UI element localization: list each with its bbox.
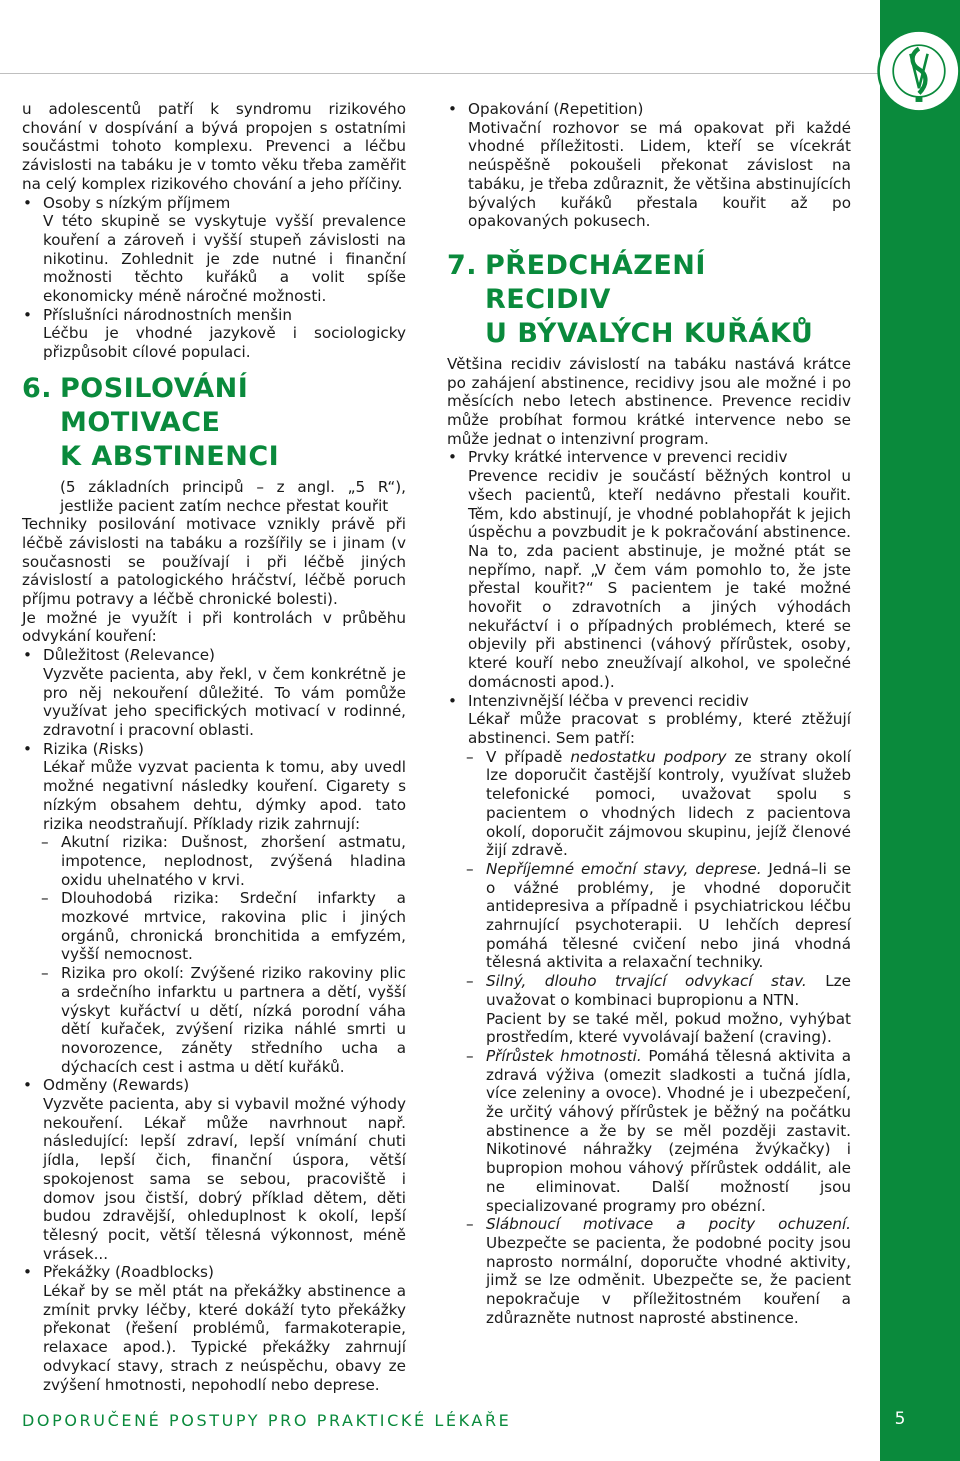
heading-line: PŘEDCHÁZENÍ [485,249,706,281]
bullet-title: Intenzivnější léčba v prevenci recidiv [468,691,749,710]
risk-longterm: – Dlouhodobá rizika: Srdeční infarkty a mozkové mrtvice, rakovina plic i jiných orgánů, chronická bronchitida a emfyzém, vyšší nemocnost. [22,889,406,964]
dash-emphasis: Silný, dlouho trvající odvykací stav. [486,972,807,991]
bullet-title-letter: R [559,100,570,118]
bullet-title: oadblocks) [131,1263,214,1282]
bullet-title: Opakování ( [468,100,560,118]
bullet-brief-intervention [447,448,851,691]
bullet-title: Příslušníci národnostních menšin [43,305,292,324]
heading-line: U BÝVALÝCH KUŘÁKŮ [485,317,814,349]
bullet-intensive-treatment [447,692,851,748]
dash-text: V případě [486,747,571,766]
society-logo [876,28,960,114]
bullet-low-income [22,194,406,306]
dash-support [447,748,851,860]
dash-text: Pacient by se také měl, pokud možno, vyhýbat prostředím, které vyvolávají bažení (craving). [486,1009,851,1047]
bullet-title: Odměny ( [43,1076,119,1095]
dash-weight-gain [447,1047,851,1215]
risk-others: – Rizika pro okolí: Zvýšené riziko rakoviny plic a srdečního infarktu u partnera a dětí, vyšší výskyt kuřáctví u dětí, nízká porodní váha dětí kuřaček, zvýšení rizika náhlé smrti u novorozence, záněty středního ucha a dýchacích cest i astma u dětí kuřáků. [22,964,406,1076]
bullet-text: Vyzvěte pacienta, aby si vybavil možné výhody nekouření. Lékař může navrhnout např. následující: lepší zdraví, lepší vnímání chuti jídla, lepší čich, finanční úspora, větší spokojenost sama se sebou, pracoviště i domov jsou čistší, dobrý příklad dětem, děti budou zdravější, ohleduplnost k okolí, lepší tělesný pocit, větší tělesná výkonnost, méně vrásek... [43,1095,406,1263]
section-number: 7. [447,249,478,281]
paragraph: Je možné je využít i při kontrolách v průběhu odvykání kouření: [22,608,406,646]
paragraph: Většina recidiv závislostí na tabáku nastává krátce po zahájení abstinence, recidivy jsou ale možné i po měsících nebo letech abstinence. Prevence recidiv může probíhat formou krátké intervence nebo se může jednat o intenzivní program. [447,354,851,448]
dash-motivation [447,1215,851,1327]
dash-text: Jedná–li se o vážné problémy, je vhodné doporučit antidepresiva a případně i psychiatrickou léčbu zahrnující psychoterapii. U lehčích depresí pomáhá tělesné cvičení nebo jiná vhodná tělesná aktivita a relaxační techniky. [486,859,851,972]
left-column [22,100,406,1394]
section-6-heading [22,372,406,474]
right-column [447,100,851,1327]
bullet-text: Vyzvěte pacienta, aby řekl, v čem konkrétně je pro něj nekouření důležité. To vám pomůže využívat jeho specifických motivací v rodinné, zdravotní i pracovní oblasti. [43,664,406,739]
dash-text: Pomáhá tělesná aktivita a zdravá výživa (omezit sladkosti a tučná jídla, více zeleniny a ovoce). Vhodné je i ubezpečení, že určitý váhový přírůstek je běžný na počátku abstinence a že by se měl později zastavit. Nikotinové náhražky (zejména žvýkačky) i bupropion mohou váhový přírůstek oddálit, ale ne eliminovat. Další možností jsou specializované programy pro obézní. [486,1046,852,1215]
section-7-heading [447,249,851,351]
bullet-title: elevance) [140,646,215,665]
section-6-subtitle: (5 základních principů – z angl. „5 R“), jestliže pacient zatím nechce přestat kouřit [60,477,406,515]
bullet-roadblocks [22,1263,406,1394]
bullet-rewards [22,1076,406,1263]
bullet-title: epetition) [569,100,644,118]
section-number: 6. [22,372,53,404]
bullet-text: V této skupině se vyskytuje vyšší prevalence kouření a zároveň i vyšší stupeň závislosti na nikotinu. Zohlednit je zde nutné i finanční možnosti těchto kuřáků a volit spíše ekonomicky méně náročné možnosti. [43,212,406,306]
dash-text: Ubezpečte se pacienta, že podobné pocity jsou naprosto normální, doporučte vhodné aktivity, jimž se lze odměnit. Ubezpečte se, že pacient nepokračuje v příležitostném kouření a zdůrazněte nutnost naprosté abstinence. [486,1233,851,1327]
dash-text: ze strany okolí lze doporučit častější kontroly, využívat služeb telefonické pomoci, uvažovat spolu s pacientem o vhodných lidech z pacientova okolí, doporučit zájmovou skupinu, jejíž členové žijí zdravě. [486,747,851,860]
bullet-text: Lékař by se měl ptát na překážky abstinence a zmínit prvky léčby, které dokáží tyto překážky překonat (řešení problémů, farmakoterapie, relaxace apod.). Typické překážky zahrnují odvykací stavy, strach z neúspěchu, obavy ze zvýšení hmotnosti, nepohodlí nebo deprese. [43,1282,406,1394]
bullet-title: Důležitost ( [43,646,130,665]
heading-line: RECIDIV [485,283,611,315]
bullet-text: Prevence recidiv je součástí běžných kontrol u všech pacientů, kteří nedávno přestali kouřit. Těm, kdo abstinují, je vhodné poblahopřát k jejich úspěchu a povzbudit je k pokračování abstinence. Na to, zda pacient abstinuje, je možné ptát se nepřímo, např. „V čem vám pomohlo to, že jste přestal kouřit?“ S pacientem je také možné hovořit o zdravotních a jiných výhodách nekuřáctví i o případných problémech, které se objevily při abstinenci (váhový přírůstek, osoby, které kouří nebo zneužívají alkohol, ve společné domácnosti apod.). [468,467,851,691]
bullet-title: ewards) [128,1076,190,1095]
bullet-title-letter: R [120,1263,132,1282]
bullet-title-letter: R [118,1076,129,1095]
bullet-text: Motivační rozhovor se má opakovat při každé vhodné příležitosti. Lidem, kteří se vícekrát neúspěšně pokoušeli překonat závislost na tabáku, je třeba zdůraznit, že většina abstinujících bývalých kuřáků přestala kouřit až po opakovaných pokusech. [468,118,852,231]
bullet-title: isks) [109,739,144,758]
dash-emphasis: Nepříjemné emoční stavy, deprese. [486,859,762,878]
header-rule [0,73,880,74]
dash-withdrawal [447,972,851,1047]
heading-line: POSILOVÁNÍ [60,372,249,404]
heading-line: K ABSTINENCI [60,440,280,472]
bullet-title-letter: R [98,739,110,758]
bullet-minorities [22,306,406,362]
bullet-title: Prvky krátké intervence v prevenci recidiv [468,448,788,467]
bullet-text: Léčbu je vhodné jazykově i sociologicky přizpůsobit cílové populaci. [43,324,406,362]
heading-line: MOTIVACE [60,406,221,438]
left-intro: u adolescentů patří k syndromu rizikového chování v dospívání a bývá propojen s ostatními součástmi tohoto komplexu. Prevenci a léčbu závislosti na tabáku je v tomto věku třeba zaměřit na celý komplex rizikového chování a jeho příčiny. [22,100,406,193]
bullet-title: Osoby s nízkým příjmem [43,193,231,212]
page-number: 5 [894,1409,906,1429]
paragraph: Techniky posilování motivace vznikly právě při léčbě závislosti na tabáku a rozšířily se i jinam (v současnosti se používají i při léčbě jiných závislostí a patologického hráčství, léčbě poruch příjmu potravy a léčbě chronické bolesti). [22,515,406,609]
dash-emphasis: nedostatku podpory [570,747,727,766]
dash-emphasis: Přírůstek hmotnosti. [486,1046,642,1065]
dash-depression [447,860,851,972]
bullet-title-letter: R [129,646,141,665]
side-band [880,0,960,1461]
dash-text: Lze uvažovat o kombinaci bupropionu a NTN. [486,972,851,1009]
bullet-text: Lékař může pracovat s problémy, které ztěžují abstinenci. Sem patří: [468,710,851,747]
dash-emphasis: Slábnoucí motivace a pocity ochuzení. [486,1215,851,1234]
bullet-title: Rizika ( [43,739,99,758]
bullet-title: Překážky ( [43,1263,121,1282]
risk-acute: – Akutní rizika: Dušnost, zhoršení astmatu, impotence, neplodnost, zvýšená hladina oxidu uhelnatého v krvi. [22,833,406,889]
bullet-relevance [22,646,406,740]
bullet-text: Lékař může vyzvat pacienta k tomu, aby uvedl možné negativní následky kouření. Cigarety s nízkým obsahem dehtu, dýmky apod. tato rizika neodstraňují. Příklady rizik zahrnují: [43,758,406,833]
bullet-repetition [447,100,851,231]
footer-title: DOPORUČENÉ POSTUPY PRO PRAKTICKÉ LÉKAŘE [22,1411,512,1430]
bullet-risks [22,740,406,834]
